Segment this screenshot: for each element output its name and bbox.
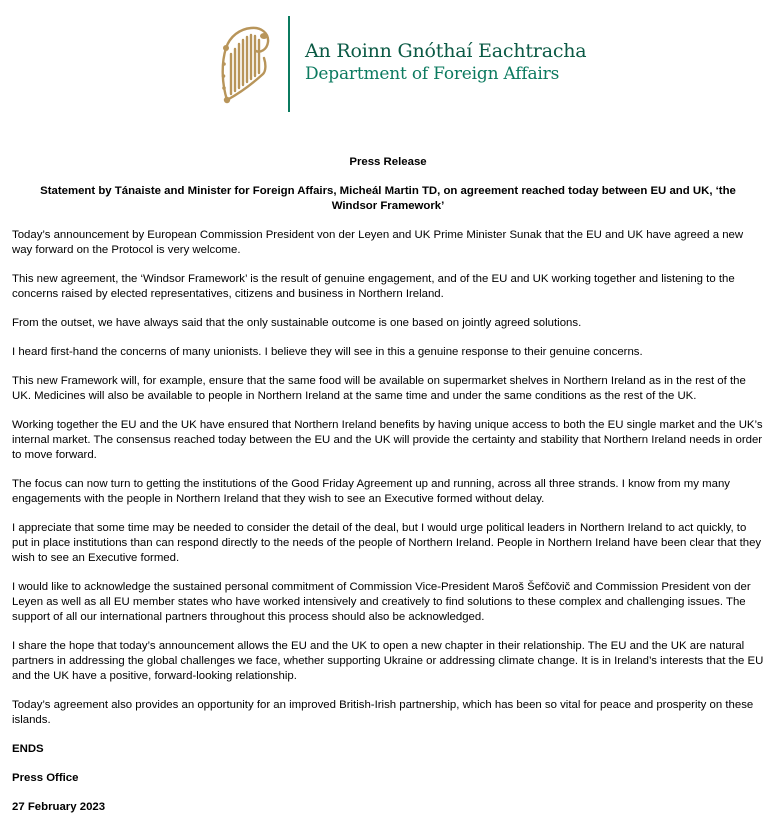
press-release-body: [12, 155, 764, 829]
department-name-irish: An Roinn Gnóthaí Eachtracha: [305, 40, 587, 62]
paragraph: Working together the EU and the UK have ensured that Northern Ireland benefits by having unique access to both the EU single market and the UK’s internal market. The consensus reached today between the EU and the UK will provide the certainty and stability that Northern Ireland needs in order to move forward.: [12, 419, 763, 461]
paragraph: This new Framework will, for example, ensure that the same food will be available on supermarket shelves in Northern Ireland as in the rest of the UK. Medicines will also be available to people in Northern Ireland at the same time and under the same conditions as the rest of the UK.: [12, 375, 746, 402]
paragraph: Today’s agreement also provides an opportunity for an improved British-Irish partnership, which has been so vital for peace and prosperity on these islands.: [12, 699, 754, 726]
header-divider: [288, 16, 290, 112]
paragraph: I share the hope that today’s announcement allows the EU and the UK to open a new chapter in their relationship. The EU and the UK are natural partners in addressing the global challenges we face, whether supporting Ukraine or addressing climate change. It is in Ireland’s interests that the EU and the UK have a positive, forward-looking relationship.: [12, 640, 764, 682]
harp-icon: [218, 24, 274, 106]
paragraph: This new agreement, the ‘Windsor Framework’ is the result of genuine engagement, and of the EU and UK working together and listening to the concerns raised by elected representatives, citizens and business in Northern Ireland.: [12, 273, 735, 300]
department-name-english: Department of Foreign Affairs: [305, 64, 560, 84]
paragraph: The focus can now turn to getting the institutions of the Good Friday Agreement up and running, across all three strands. I know from my many engagements with the people in Northern Ireland that they wish to see an Executive formed without delay.: [12, 478, 730, 505]
document-label: Press Release: [349, 156, 427, 168]
paragraph: I would like to acknowledge the sustained personal commitment of Commission Vice-President Maroš Šefčovič and Commission President von der Leyen as well as all EU member states who have worked intensively and creatively to find solutions to these complex and challenging issues. The support of all our international partners throughout this process should also be acknowledged.: [12, 581, 751, 623]
paragraph: I heard first-hand the concerns of many unionists. I believe they will see in this a genuine response to their genuine concerns.: [12, 346, 643, 358]
paragraph: From the outset, we have always said that the only sustainable outcome is one based on jointly agreed solutions.: [12, 317, 582, 329]
press-office: Press Office: [12, 772, 79, 784]
document-title: Statement by Tánaiste and Minister for Foreign Affairs, Micheál Martin TD, on agreement reached today between EU and UK, ‘the Windsor Framework’: [40, 185, 736, 212]
paragraph: I appreciate that some time may be needed to consider the detail of the deal, but I would urge political leaders in Northern Ireland to act quickly, to put in place institutions than can respond directly to the needs of the people of Northern Ireland. People in Northern Ireland have been clear that they wish to see an Executive formed.: [12, 522, 762, 564]
paragraph: Today’s announcement by European Commission President von der Leyen and UK Prime Minister Sunak that the EU and UK have agreed a new way forward on the Protocol is very welcome.: [12, 229, 744, 256]
ends-marker: ENDS: [12, 743, 44, 755]
letterhead: [0, 0, 775, 120]
release-date: 27 February 2023: [12, 801, 106, 813]
